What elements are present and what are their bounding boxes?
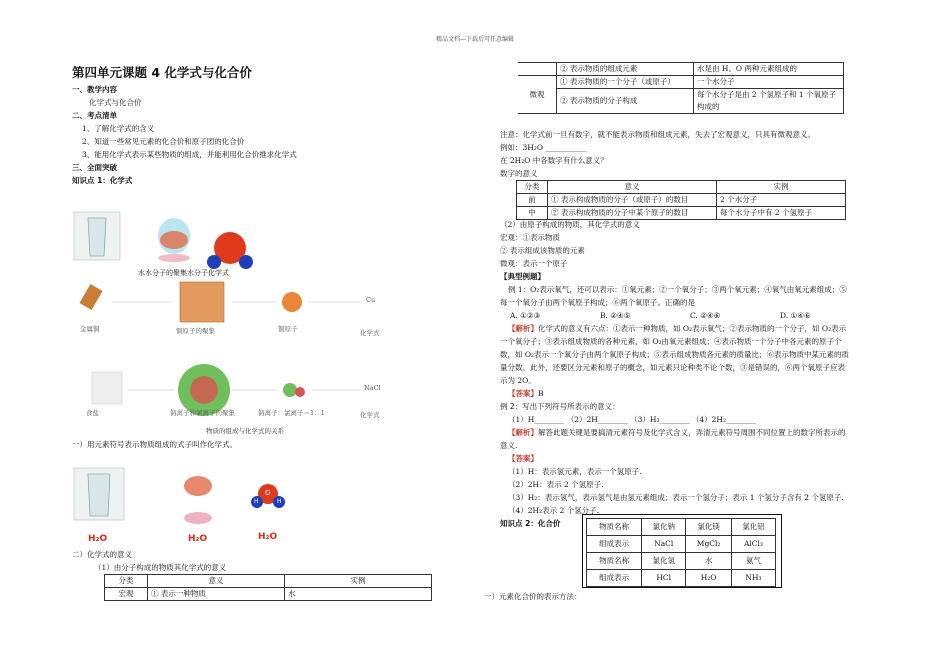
example-1-answer — [500, 387, 852, 400]
example-1-question: 例 1：O₂表示氧气，还可以表示：①氧元素；②一个氧分子；③两个氧元素；④氧气由氧元素组成；⑤每一个氧分子由两个氧原子构成；⑥两个氧原子。正确的是 — [500, 285, 847, 307]
knowledge-point-1-title: 知识点 1：化学式 — [72, 176, 133, 185]
table-cont-r1-meaning: ② 表示物质的组成元素 — [557, 63, 694, 76]
table-cont-r2-example: 一个水分子 — [694, 76, 844, 89]
table2-r2-meaning: ② 表示构成物质的分子中某个原子的数目 — [548, 207, 717, 220]
vt-r3-c2: 氯化氢 — [642, 553, 686, 570]
vt-r1-c2: 氯化钠 — [642, 519, 686, 536]
molecule-letter-h1: H — [254, 498, 259, 505]
key-point-3: 3、能用化学式表示某些物质的组成，并能利用化合价推求化学式 — [82, 150, 297, 159]
example-1-analysis — [500, 322, 852, 387]
vt-r1-c1: 物质名称 — [587, 519, 642, 536]
label-cu-formula: Cu — [366, 296, 376, 304]
table2-header-category: 分类 — [517, 181, 548, 194]
teaching-content-body: 化学式与化合价 — [89, 98, 142, 107]
option-a: A. ①②③ — [510, 311, 541, 320]
answer-tag-2: 【答案】 — [508, 454, 538, 463]
answer-tag-1: 【答案】 — [508, 389, 538, 398]
label-copper-metal: 金属铜 — [80, 325, 100, 333]
note-text: 注意：化学式前一旦有数字，就不能表示物质和组成元素，失去了宏观意义，只具有微观意义。 — [500, 130, 815, 139]
question-2h2o: 在 2H₂O 中各数字有什么意义？ — [500, 156, 608, 165]
label-nacl-cluster: 钠离子和氯离子的聚集 — [170, 409, 235, 417]
right-column — [500, 128, 852, 180]
table1-header-example: 实例 — [285, 575, 432, 588]
number-meaning-label: 数字的意义 — [500, 169, 538, 178]
valence-representation-line: 一）元素化合价的表示方法： — [484, 592, 582, 601]
example-2-answer-2: （2）2H：表示 2 个氢原子. — [508, 480, 604, 489]
knowledge-point-2-title: 知识点 2：化合价 — [500, 519, 561, 528]
number-meaning-table — [516, 180, 846, 220]
salt-image — [92, 372, 122, 404]
h2o-label-3: H₂O — [258, 532, 278, 542]
figure-1-caption: 水水分子的聚集水分子化学式 — [138, 269, 229, 277]
example-2-answer-4: （4）2H₂表示 2 个氢分子. — [508, 506, 600, 515]
table-cont-micro: 微观 — [518, 76, 557, 114]
label-salt: 食盐 — [86, 409, 99, 417]
composition-figure — [72, 280, 392, 440]
analysis-tag-1: 【解析】 — [508, 324, 538, 333]
table2-r1-category: 前 — [517, 194, 548, 207]
table-cont-r3-meaning: ② 表示物质的分子构成 — [557, 89, 694, 114]
option-d: D. ①④⑥ — [780, 311, 811, 320]
molecule-letter-h2: H — [277, 498, 282, 505]
table1-cell-meaning: ① 表示一种物质 — [148, 588, 285, 601]
table2-r2-category: 中 — [517, 207, 548, 220]
example-2-question: 例 2：写出下列符号所表示的意义： — [500, 402, 620, 411]
valence-table — [586, 518, 776, 587]
example-1-answer-text: B — [538, 389, 544, 398]
example-2-answer-3: （3）H₂：表示氢气，表示氢气是由氢元素组成；表示一个氢分子；表示 1 个氢分子含有 2 个氢原子. — [508, 493, 844, 502]
table-cont-r1-example: 水是由 H、O 两种元素组成的 — [694, 63, 844, 76]
meaning-table-continued — [518, 62, 844, 114]
section-formula-meaning: 二）化学式的意义 — [72, 550, 132, 559]
nacl-ion-pair — [283, 383, 297, 397]
micro-line: 微观：表示一个原子 — [500, 259, 568, 268]
copper-atom-image — [282, 292, 302, 312]
molecular-substance-meaning: （1）由分子构成的物质其化学式的意义 — [94, 563, 227, 572]
table-cont-r3-example: 每个水分子是由 2 个氢原子和 1 个氧原子构成的 — [694, 89, 844, 114]
atomic-substance-meaning: （2）由原子构成的物质，其化学式的意义 — [500, 220, 640, 229]
formula-definition: 一）用元素符号表示物质组成的式子叫作化学式。 — [72, 440, 237, 449]
left-column — [72, 66, 447, 187]
macro-line-2: ② 表示组成该物质的元素 — [500, 246, 585, 255]
vt-r4-c1: 组成表示 — [587, 570, 642, 587]
key-point-1: 1、了解化学式的含义 — [82, 124, 155, 133]
vt-r4-c3: H₂O — [686, 570, 732, 587]
label-nacl-formula: NaCl — [364, 384, 381, 392]
section-breakthrough: 三、全面突破 — [72, 163, 117, 172]
h2o-label-1: H₂O — [88, 534, 108, 544]
table1-header-category: 分类 — [105, 575, 148, 588]
vt-r3-c3: 水 — [686, 553, 732, 570]
water-droplet-image-2 — [184, 476, 212, 496]
example-2-analysis — [500, 426, 852, 452]
key-point-2: 2、知道一些常见元素的化合价和原子团的化合价 — [82, 137, 245, 146]
table2-r1-meaning: ① 表示构成物质的分子（或原子）的数目 — [548, 194, 717, 207]
table2-r1-example: 2 个水分子 — [717, 194, 846, 207]
water-figure-1 — [72, 196, 272, 274]
table-cont-r2-meaning: ① 表示物质的一个分子（或原子） — [557, 76, 694, 89]
vt-r3-c1: 物质名称 — [587, 553, 642, 570]
label-formula-1: 化学式 — [360, 329, 380, 337]
vt-r2-c1: 组成表示 — [587, 536, 642, 553]
typical-examples-title: 【典型例题】 — [500, 272, 545, 281]
vt-r2-c3: MgCl₂ — [686, 536, 732, 553]
page-title: 第四单元课题 4 化学式与化合价 — [72, 65, 252, 80]
example-1-analysis-text: 化学式的意义有六点：①表示一种物质，如 O₂表示氧气；②表示物质的一个分子，如 O₂表示一个氧分子；③表示组成物质的各种元素，如 O₂由氧元素组成；④表示物质一个分子中各元素的原子个数，如 O₂表示一个氧分子由两个氧原子构成；⑤表示组成物质各元素的质量比；⑥表示物质中某元素的质量分数。此外，还要区分元素和原子的概念，如元素只论种类不论个数，③是错误的，⑥两个氧原子应表示为 2O。 — [500, 324, 850, 385]
vt-r1-c3: 氯化镁 — [686, 519, 732, 536]
table2-r2-example: 每个水分子中有 2 个氢原子 — [717, 207, 846, 220]
option-c: C. ②④⑥ — [690, 311, 721, 320]
example-1-options — [500, 309, 852, 322]
vt-r3-c4: 氨气 — [731, 553, 775, 570]
analysis-tag-2: 【解析】 — [508, 428, 538, 437]
water-figure-2 — [72, 466, 312, 534]
macro-line-1: 宏观：①表示物质 — [500, 233, 560, 242]
label-formula-2: 化学式 — [360, 411, 380, 419]
table1-cell-example: 水 — [285, 588, 432, 601]
example-2-analysis-text: 解答此题关键是要搞清元素符号及化学式含义，弄清元素符号周围不同位置上的数字所表示的意义. — [500, 428, 846, 450]
table1-cell-macro: 宏观 — [105, 588, 148, 601]
molecule-letter-o: O — [265, 489, 271, 497]
label-nacl-ratio: 钠离子：氯离子＝1：1 — [258, 409, 325, 417]
section-key-points: 二、考点清单 — [72, 111, 117, 120]
table2-header-meaning: 意义 — [548, 181, 717, 194]
right-column-body — [500, 218, 852, 530]
table2-header-example: 实例 — [717, 181, 846, 194]
figure-2-caption: 物质的组成与化学式的关系 — [206, 427, 284, 435]
copper-atoms-cluster — [180, 282, 224, 322]
example-2-answer-1: （1）H：表示氢元素，表示一个氢原子. — [508, 467, 642, 476]
vt-r2-c4: AlCl₃ — [731, 536, 775, 553]
meaning-table-1 — [104, 574, 432, 601]
example-3h2o: 例如：3H₂O ___________ — [500, 143, 587, 152]
example-2-items: （1）H________ （2）2H________ （3）H₂________ （4）2H₂________ — [508, 415, 756, 424]
label-copper-atom: 铜原子 — [278, 325, 298, 333]
label-copper-cluster: 铜原子的聚集 — [176, 327, 215, 335]
vt-r4-c4: NH₃ — [731, 570, 775, 587]
copper-metal-image — [79, 284, 102, 310]
vt-r2-c2: NaCl — [642, 536, 686, 553]
vt-r4-c2: HCl — [642, 570, 686, 587]
vt-r1-c4: 氯化铝 — [731, 519, 775, 536]
section-teaching-content: 一、教学内容 — [72, 85, 117, 94]
table1-header-meaning: 意义 — [148, 575, 285, 588]
page-header: 精品文档---下载后可任意编辑 — [435, 36, 515, 43]
h2o-label-2: H₂O — [188, 534, 208, 544]
option-b: B. ②④⑤ — [600, 311, 631, 320]
